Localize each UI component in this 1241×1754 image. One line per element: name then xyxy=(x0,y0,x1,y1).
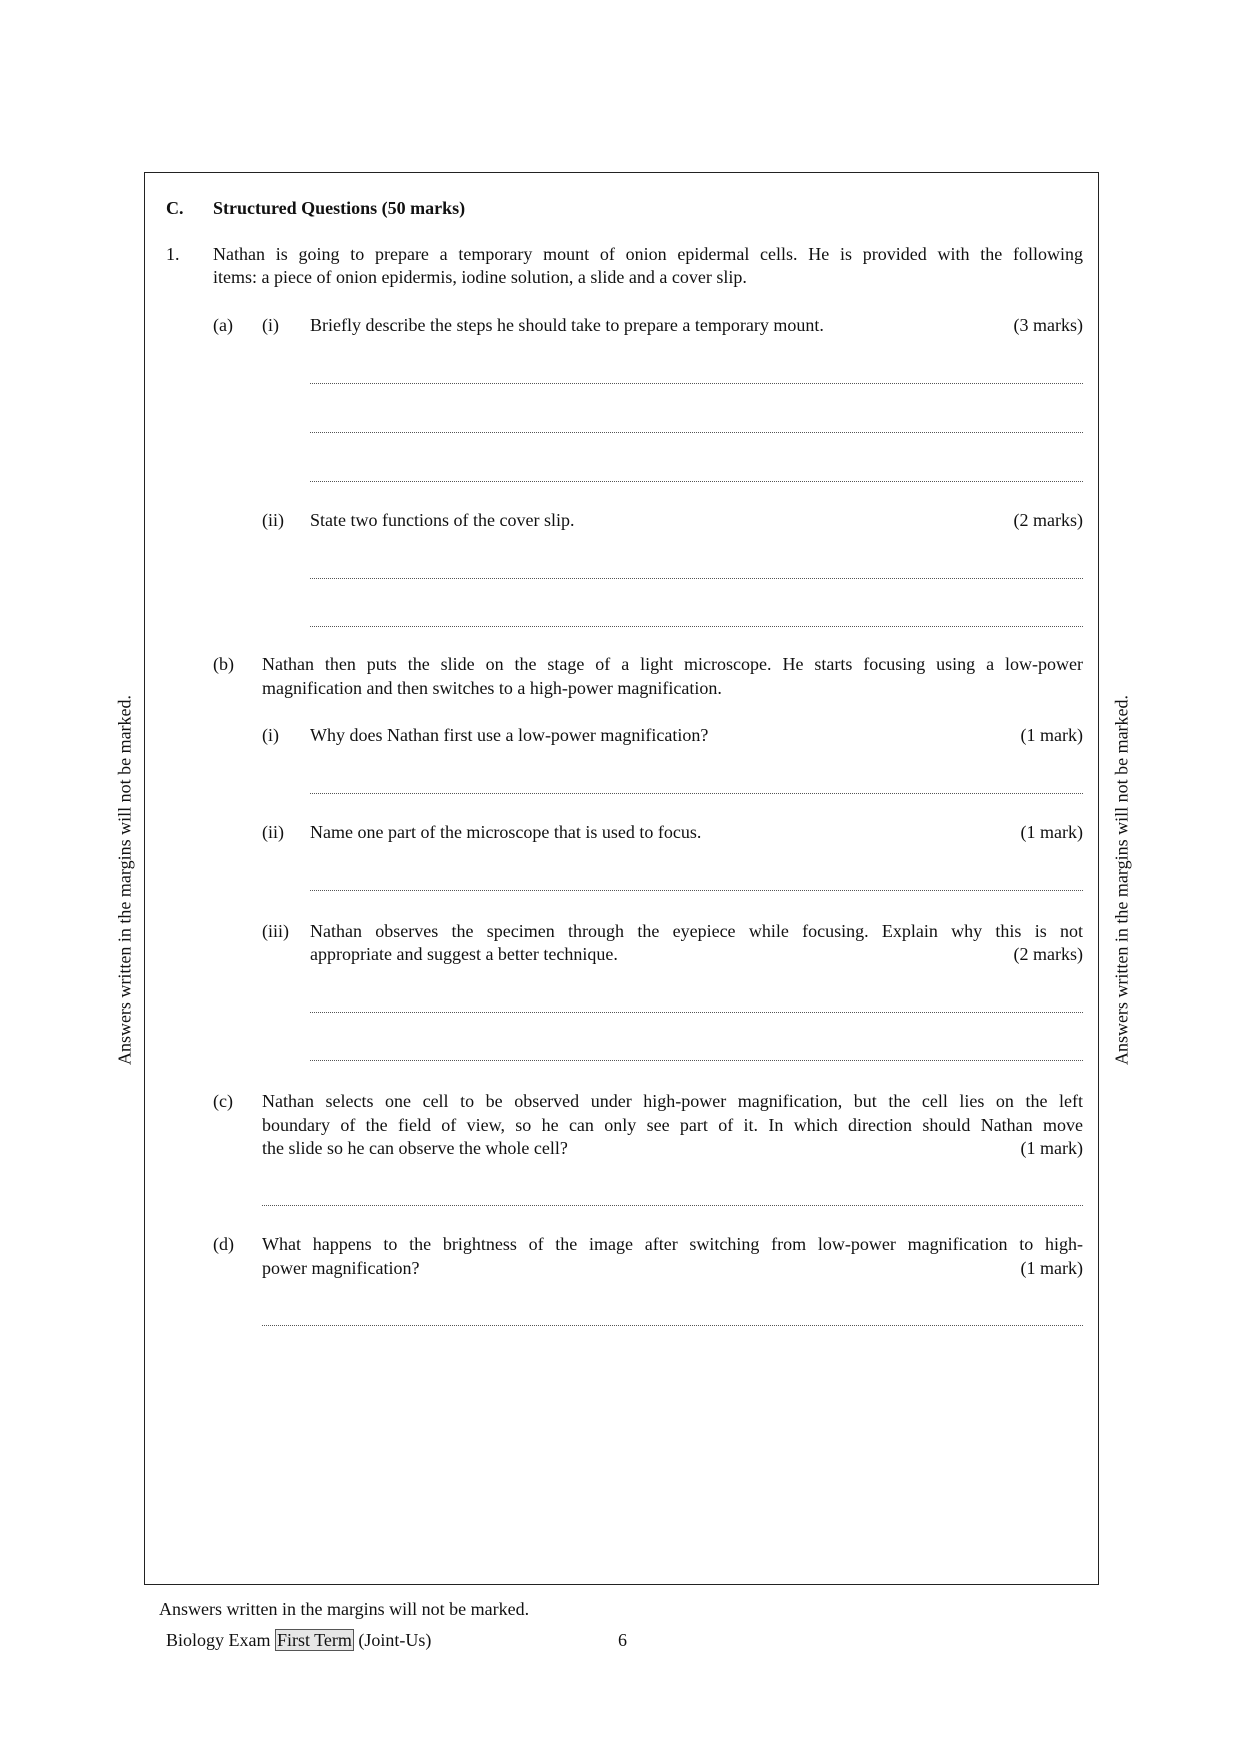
answer-line[interactable] xyxy=(310,1060,1083,1061)
answer-line[interactable] xyxy=(310,481,1083,482)
answer-line[interactable] xyxy=(310,793,1083,794)
part-b-i-text: Why does Nathan first use a low-power magnification? xyxy=(310,725,709,745)
question-intro-line: Nathan is going to prepare a temporary mount of onion epidermal cells. He is provided with the following xyxy=(213,244,1083,264)
part-c-line: boundary of the field of view, so he can only see part of it. In which direction should Nathan move xyxy=(262,1115,1083,1135)
question-intro-line: items: a piece of onion epidermis, iodine solution, a slide and a cover slip. xyxy=(213,267,747,287)
part-b-label: (b) xyxy=(213,654,234,674)
answer-line[interactable] xyxy=(310,1012,1083,1013)
part-b-intro-line: magnification and then switches to a high-power magnification. xyxy=(262,678,722,698)
footer-term-field[interactable]: First Term xyxy=(277,1630,352,1650)
footer-suffix: (Joint-Us) xyxy=(358,1630,432,1650)
part-b-iii-label: (iii) xyxy=(262,921,289,941)
answer-line[interactable] xyxy=(310,626,1083,627)
part-d-line: What happens to the brightness of the image after switching from low-power magnification to high- xyxy=(262,1234,1083,1254)
part-b-ii-label: (ii) xyxy=(262,822,284,842)
part-b-iii-marks: (2 marks) xyxy=(1013,944,1083,964)
answer-line[interactable] xyxy=(262,1205,1083,1206)
part-b-iii-line: appropriate and suggest a better technique. xyxy=(310,944,618,964)
part-c-line: Nathan selects one cell to be observed under high-power magnification, but the cell lies on the left xyxy=(262,1091,1083,1111)
part-a-label: (a) xyxy=(213,315,233,335)
answer-line[interactable] xyxy=(310,432,1083,433)
part-b-i-marks: (1 mark) xyxy=(1020,725,1083,745)
answer-line[interactable] xyxy=(310,578,1083,579)
footer-margin-notice: Answers written in the margins will not be marked. xyxy=(159,1599,530,1619)
part-b-intro-line: Nathan then puts the slide on the stage of a light microscope. He starts focusing using a low-power xyxy=(262,654,1083,674)
part-a-ii-label: (ii) xyxy=(262,510,284,530)
part-a-ii-marks: (2 marks) xyxy=(1013,510,1083,530)
footer-title xyxy=(166,1629,431,1651)
part-b-i-label: (i) xyxy=(262,725,279,745)
answer-line[interactable] xyxy=(262,1325,1083,1326)
part-c-line: the slide so he can observe the whole cell? xyxy=(262,1138,568,1158)
part-a-i-label: (i) xyxy=(262,315,279,335)
part-a-ii-text: State two functions of the cover slip. xyxy=(310,510,575,530)
part-a-i-marks: (3 marks) xyxy=(1013,315,1083,335)
part-b-ii-text: Name one part of the microscope that is used to focus. xyxy=(310,822,702,842)
part-b-ii-marks: (1 mark) xyxy=(1020,822,1083,842)
part-b-iii-line: Nathan observes the specimen through the eyepiece while focusing. Explain why this is not xyxy=(310,921,1083,941)
page-number: 6 xyxy=(618,1630,627,1650)
part-d-line: power magnification? xyxy=(262,1258,420,1278)
part-c-marks: (1 mark) xyxy=(1020,1138,1083,1158)
right-margin-notice: Answers written in the margins will not be marked. xyxy=(1111,694,1132,1066)
part-d-label: (d) xyxy=(213,1234,234,1254)
footer-prefix: Biology Exam xyxy=(166,1630,271,1650)
section-letter: C. xyxy=(166,198,184,218)
section-title: Structured Questions (50 marks) xyxy=(213,198,466,218)
part-c-label: (c) xyxy=(213,1091,233,1111)
answer-line[interactable] xyxy=(310,383,1083,384)
answer-line[interactable] xyxy=(310,890,1083,891)
part-a-i-text: Briefly describe the steps he should take to prepare a temporary mount. xyxy=(310,315,824,335)
question-number: 1. xyxy=(166,244,180,264)
left-margin-notice: Answers written in the margins will not be marked. xyxy=(114,694,135,1066)
part-d-marks: (1 mark) xyxy=(1020,1258,1083,1278)
